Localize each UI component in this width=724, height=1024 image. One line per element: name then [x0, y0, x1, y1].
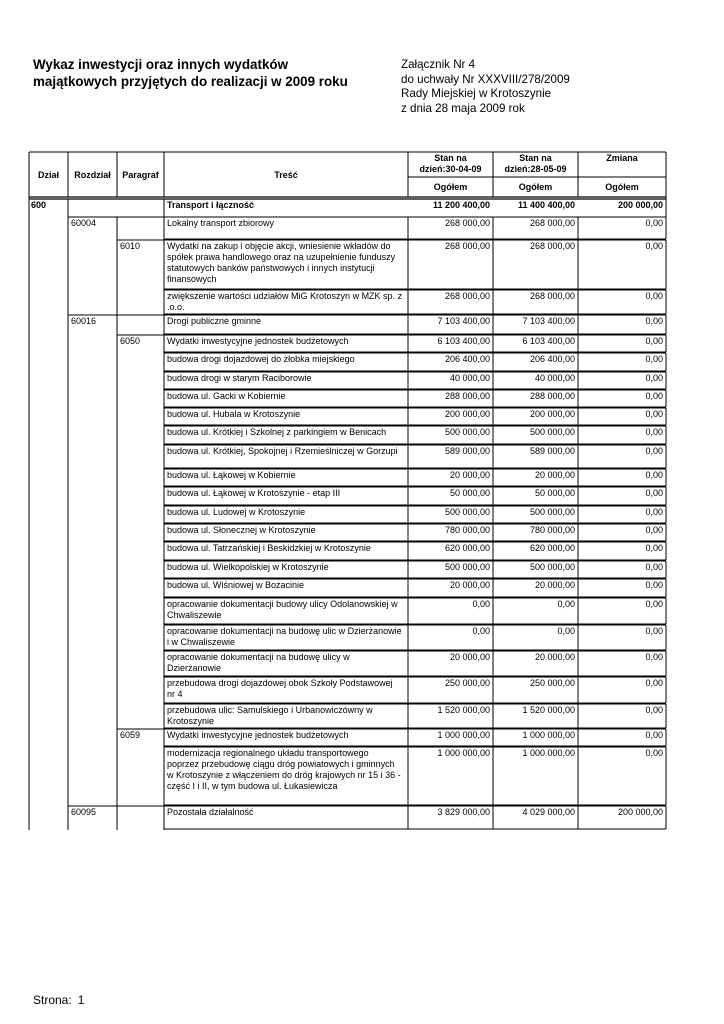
cell-zmiana: 0,00	[645, 730, 663, 740]
cell-tresc: Drogi publiczne gminne	[167, 316, 262, 326]
annex-line: do uchwały Nr XXXVIII/278/2009	[401, 72, 570, 86]
header-dzial: Dział	[37, 170, 59, 180]
cell-tresc: budowa ul. Krótkiej, Spokojnej i Rzemieślniczej w Gorzupi	[167, 446, 398, 456]
cell-stan-28-05: 1 520 000,00	[522, 705, 575, 715]
header-paragraf: Paragraf	[122, 170, 159, 180]
cell-zmiana: 0,00	[645, 218, 663, 228]
cell-tresc: budowa ul. Wiśniowej w Bożacinie	[167, 580, 305, 590]
annex-line: Załącznik Nr 4	[401, 58, 476, 71]
cell-paragraf: 6059	[120, 730, 141, 740]
cell-stan-30-04: 3 829 000,00	[437, 807, 490, 817]
cell-stan-28-05: 500 000,00	[529, 427, 575, 437]
cell-stan-30-04: 250 000,00	[444, 678, 490, 688]
cell-paragraf: 6050	[120, 336, 141, 346]
cell-zmiana: 0,00	[645, 626, 663, 636]
cell-stan-30-04: 6 103 400,00	[437, 336, 490, 346]
cell-tresc: budowa ul. Hubala w Krotoszynie	[167, 409, 301, 419]
header-ogolem: Ogółem	[605, 182, 639, 192]
cell-zmiana: 0,00	[645, 525, 663, 535]
cell-tresc: opracowanie dokumentacji na budowę ulicy w Dzierżanowie	[167, 652, 350, 673]
page-footer	[33, 993, 84, 1007]
cell-stan-30-04: 11 200 400,00	[432, 200, 490, 210]
cell-stan-30-04: 20 000,00	[449, 470, 490, 480]
cell-tresc: opracowanie dokumentacji na budowę ulic w Dzierżanowie i w Chwaliszewie	[167, 626, 402, 647]
cell-stan-30-04: 589 000,00	[444, 446, 490, 456]
cell-stan-30-04: 50 000,00	[449, 488, 490, 498]
cell-zmiana: 0,00	[645, 241, 663, 251]
cell-tresc: budowa ul. Słonecznej w Krotoszynie	[167, 525, 316, 535]
cell-tresc: Lokalny transport zbiorowy	[167, 218, 275, 228]
footer-label: Strona:	[33, 993, 72, 1007]
cell-tresc: Wydatki na zakup i objęcie akcji, wniesienie wkładów do spółek prawa handlowego oraz na uzupełnienie funduszy statutowych banków państwowych i innych instytucji finansowych	[167, 241, 396, 284]
cell-zmiana: 0,00	[645, 580, 663, 590]
cell-zmiana: 0,00	[645, 470, 663, 480]
header-stan-30-04: Stan na dzień:30-04-09	[419, 153, 482, 174]
cell-tresc: budowa ul. Łąkowej w Krotoszynie - etap III	[167, 488, 341, 498]
cell-stan-28-05: 0,00	[557, 626, 575, 636]
cell-stan-28-05: 4 029 000,00	[522, 807, 575, 817]
cell-stan-28-05: 268 000,00	[529, 241, 575, 251]
cell-zmiana: 0,00	[645, 409, 663, 419]
header-stan-28-05: Stan na dzień:28-05-09	[504, 153, 567, 174]
cell-stan-28-05: 268 000,00	[529, 218, 575, 228]
document-title: Wykaz inwestycji oraz innych wydatków majątkowych przyjętych do realizacji w 2009 roku	[33, 57, 348, 89]
cell-zmiana: 0,00	[645, 748, 663, 758]
cell-stan-28-05: 20 000,00	[534, 470, 575, 480]
page-number: 1	[77, 993, 85, 1007]
header-zmiana: Zmiana	[606, 153, 638, 163]
cell-tresc: Wydatki inwestycyjne jednostek budżetowych	[167, 730, 349, 740]
cell-stan-28-05: 11 400 400,00	[517, 200, 575, 210]
cell-stan-30-04: 268 000,00	[444, 218, 490, 228]
cell-tresc: budowa ul. Gacki w Kobiernie	[167, 391, 286, 401]
cell-stan-30-04: 620 000,00	[444, 543, 490, 553]
cell-stan-30-04: 780 000,00	[444, 525, 490, 535]
cell-stan-28-05: 50 000,00	[534, 488, 575, 498]
cell-tresc: opracowanie dokumentacji budowy ulicy Odolanowskiej w Chwaliszewie	[167, 599, 398, 620]
cell-zmiana: 0,00	[645, 373, 663, 383]
cell-stan-30-04: 268 000,00	[444, 241, 490, 251]
cell-tresc: budowa ul. Ludowej w Krotoszynie	[167, 507, 306, 517]
cell-stan-30-04: 40 000,00	[449, 373, 490, 383]
cell-zmiana: 0,00	[645, 446, 663, 456]
cell-tresc: Pozostała działalność	[167, 807, 254, 817]
cell-zmiana: 200 000,00	[617, 807, 663, 817]
cell-stan-28-05: 500 000,00	[529, 507, 575, 517]
cell-tresc: budowa ul. Łąkowej w Kobiernie	[167, 470, 296, 480]
cell-stan-28-05: 268 000,00	[529, 291, 575, 301]
cell-stan-30-04: 500 000,00	[444, 562, 490, 572]
annex-line: z dnia 28 maja 2009 rok	[401, 101, 525, 115]
cell-zmiana: 0,00	[645, 316, 663, 326]
cell-stan-28-05: 589 000,00	[529, 446, 575, 456]
cell-zmiana: 0,00	[645, 543, 663, 553]
cell-zmiana: 200 000,00	[617, 200, 663, 210]
cell-zmiana: 0,00	[645, 336, 663, 346]
cell-stan-28-05: 620 000,00	[529, 543, 575, 553]
cell-zmiana: 0,00	[645, 562, 663, 572]
cell-stan-30-04: 1 000 000,00	[437, 748, 490, 758]
cell-stan-30-04: 206 400,00	[444, 354, 490, 364]
cell-tresc: przebudowa drogi dojazdowej obok Szkoły Podstawowej nr 4	[167, 678, 393, 699]
cell-zmiana: 0,00	[645, 488, 663, 498]
cell-stan-28-05: 1 000 000,00	[522, 730, 575, 740]
header-ogolem: Ogółem	[518, 182, 553, 192]
cell-dzial: 600	[31, 200, 47, 210]
cell-zmiana: 0,00	[645, 354, 663, 364]
annex-line: Rady Miejskiej w Krotoszynie	[401, 87, 552, 101]
cell-stan-28-05: 250 000,00	[529, 678, 575, 688]
cell-stan-28-05: 20 000,00	[534, 652, 575, 662]
cell-zmiana: 0,00	[645, 599, 663, 609]
cell-stan-28-05: 6 103 400,00	[522, 336, 575, 346]
cell-stan-30-04: 1 000 000,00	[437, 730, 490, 740]
cell-zmiana: 0,00	[645, 678, 663, 688]
cell-tresc: budowa drogi dojazdowej do żłobka miejskiego	[167, 354, 355, 364]
header-tresc: Treść	[274, 170, 298, 180]
cell-tresc: budowa ul. Wielkopolskiej w Krotoszynie	[167, 562, 329, 572]
cell-stan-28-05: 288 000,00	[529, 391, 575, 401]
cell-tresc: budowa ul. Tatrzańskiej i Beskidzkiej w Krotoszynie	[167, 543, 371, 553]
cell-tresc: przebudowa ulic: Samulskiego i Urbanowiczówny w Krotoszynie	[167, 705, 373, 726]
cell-stan-30-04: 0,00	[472, 599, 490, 609]
cell-stan-30-04: 288 000,00	[444, 391, 490, 401]
cell-stan-28-05: 206 400,00	[529, 354, 575, 364]
cell-zmiana: 0,00	[645, 652, 663, 662]
cell-zmiana: 0,00	[645, 291, 663, 301]
cell-zmiana: 0,00	[645, 507, 663, 517]
cell-tresc: budowa drogi w starym Raciborowie	[167, 373, 312, 383]
cell-paragraf: 6010	[120, 241, 141, 251]
cell-stan-30-04: 20 000,00	[449, 652, 490, 662]
cell-stan-30-04: 20 000,00	[449, 580, 490, 590]
cell-tresc: Transport i łączność	[167, 200, 255, 210]
cell-zmiana: 0,00	[645, 391, 663, 401]
cell-stan-30-04: 1 520 000,00	[437, 705, 490, 715]
cell-zmiana: 0,00	[645, 705, 663, 715]
cell-rozdzial: 60016	[71, 316, 97, 326]
cell-stan-30-04: 0,00	[472, 626, 490, 636]
cell-stan-28-05: 40 000,00	[534, 373, 575, 383]
cell-stan-28-05: 20 000,00	[534, 580, 575, 590]
cell-stan-28-05: 200 000,00	[529, 409, 575, 419]
cell-tresc: zwiększenie wartości udziałów MiG Krotoszyn w MZK sp. z .o.o.	[167, 291, 403, 312]
cell-stan-28-05: 500 000,00	[529, 562, 575, 572]
cell-stan-30-04: 200 000,00	[444, 409, 490, 419]
cell-tresc: modernizacja regionalnego układu transportowego poprzez przebudowę ciągu dróg powiatowych i gminnych w Krotoszynie z włączeniem do dróg krajowych nr 15 i 36 - część I i II, w tym budowa ul. Łukasiewicza	[167, 748, 401, 791]
cell-stan-28-05: 0,00	[557, 599, 575, 609]
cell-stan-30-04: 500 000,00	[444, 427, 490, 437]
cell-tresc: Wydatki inwestycyjne jednostek budżetowych	[167, 336, 349, 346]
cell-tresc: budowa ul. Krótkiej i Szkolnej z parkingiem w Benicach	[167, 427, 387, 437]
header-rozdzial: Rozdział	[74, 170, 111, 180]
cell-rozdzial: 60004	[71, 218, 97, 228]
cell-rozdzial: 60095	[71, 807, 97, 817]
header-ogolem: Ogółem	[433, 182, 468, 192]
cell-stan-30-04: 268 000,00	[444, 291, 490, 301]
cell-stan-28-05: 1 000 000,00	[522, 748, 575, 758]
cell-zmiana: 0,00	[645, 427, 663, 437]
cell-stan-30-04: 7 103 400,00	[437, 316, 490, 326]
cell-stan-30-04: 500 000,00	[444, 507, 490, 517]
cell-stan-28-05: 780 000,00	[529, 525, 575, 535]
cell-stan-28-05: 7 103 400,00	[522, 316, 575, 326]
